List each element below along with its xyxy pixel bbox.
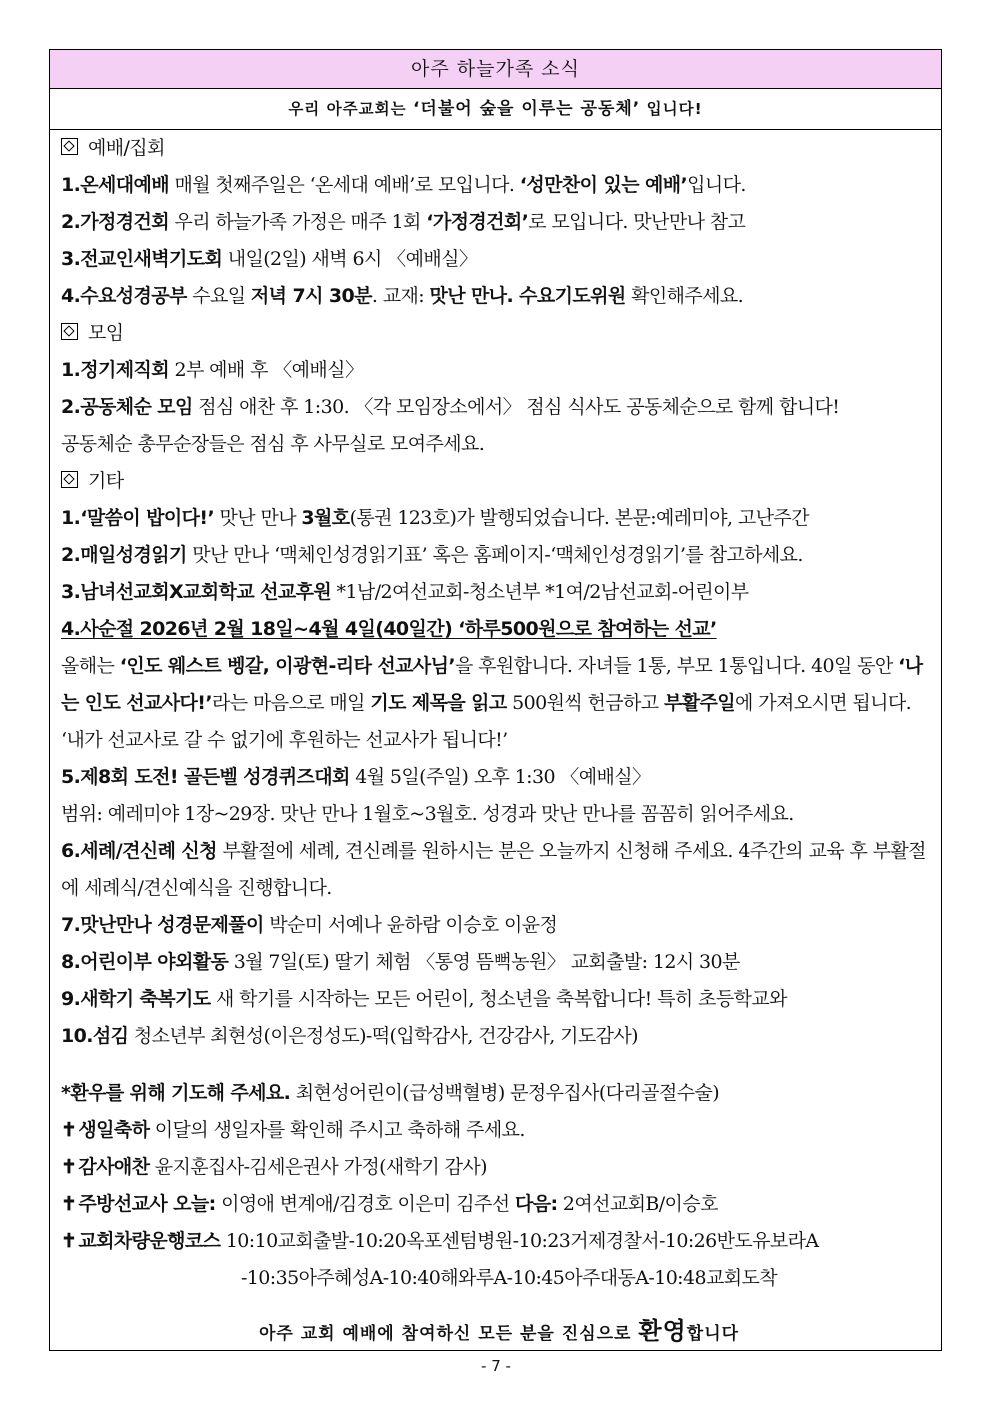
meeting-item-2: 2.공동체순 모임 점심 애찬 후 1:30. 〈각 모임장소에서〉 점심 식사도 공동체순으로 함께 합니다! — [61, 396, 840, 418]
page-title: 아주 하늘가족 소식 — [50, 50, 941, 89]
notice-bus: ✝ 교회차량운행코스 10:10교회출발-10:20옥포센텀병원-10:23거제경찰서-10:26반도유보라A — [61, 1230, 819, 1252]
worship-item-2: 2.가정경건회 우리 하늘가족 가정은 매주 1회 ‘가정경건회’로 모입니다. 맛난만나 참고 — [61, 211, 746, 233]
etc-item-9: 9.새학기 축복기도 새 학기를 시작하는 모든 어린이, 청소년을 축복합니다! 특히 초등학교와 — [61, 988, 787, 1010]
bulletin-body — [50, 130, 941, 1346]
etc-item-8: 8.어린이부 야외활동 3월 7일(토) 딸기 체험 〈통영 뜸뻑농원〉 교회출발: 12시 30분 — [61, 951, 740, 973]
cross-icon: ✝ — [61, 1193, 77, 1215]
motto-quote: ‘더불어 숲을 이루는 공동체’ — [412, 99, 641, 119]
diamond-box-icon — [61, 471, 78, 488]
worship-item-3: 3.전교인새벽기도회 내일(2일) 새벽 6시 〈예배실〉 — [61, 248, 478, 270]
meeting-item-1: 1.정기제직회 2부 예배 후 〈예배실〉 — [61, 359, 364, 381]
notice-thanks: ✝ 감사애찬 윤지훈집사-김세은권사 가정(새학기 감사) — [61, 1156, 487, 1178]
etc-item-3: 3.남녀선교회X교회학교 선교후원 *1남/2여선교회-청소년부 *1여/2남선교회-어린이부 — [61, 581, 749, 603]
page-number: - 7 - — [481, 1357, 511, 1375]
notice-kitchen: ✝ 주방선교사 오늘: 이영애 변계애/김경호 이은미 김주선 다음: 2여선교회B/이승호 — [61, 1193, 718, 1215]
spacer — [61, 1055, 937, 1075]
etc-item-5-continued: 범위: 예레미야 1장~29장. 맛난 만나 1월호~3월호. 성경과 맛난 만나를 꼼꼼히 읽어주세요. — [61, 803, 794, 825]
notice-prayer: *환우를 위해 기도해 주세요. 최현성어린이(급성백혈병) 문정우집사(다리골절수술) — [61, 1082, 720, 1104]
church-motto: 우리 아주교회는 ‘더불어 숲을 이루는 공동체’ 입니다! — [50, 89, 941, 130]
etc-item-4-heading: 4.사순절 2026년 2월 18일~4월 4일(40일간) ‘하루500원으로 참여하는 선교’ — [61, 618, 717, 640]
welcome-word: 환영 — [638, 1317, 687, 1345]
notice-bus-continued: -10:35아주혜성A-10:40해와루A-10:45아주대동A-10:48교회도착 — [241, 1267, 777, 1289]
meeting-item-2-continued: 공동체순 총무순장들은 점심 후 사무실로 모여주세요. — [61, 433, 485, 455]
diamond-box-icon — [61, 138, 78, 155]
diamond-box-icon — [61, 323, 78, 340]
section-heading-worship: 예배/집회 — [61, 130, 937, 167]
cross-icon: ✝ — [61, 1230, 77, 1252]
section-heading-etc: 기타 — [61, 463, 937, 500]
etc-item-4-body: 올해는 ‘인도 웨스트 벵갈, 이광현-리타 선교사님’을 후원합니다. 자녀들 1통, 부모 1통입니다. 40일 동안 ‘나는 인도 선교사다!’라는 마음으로 매일 기도 제목을 읽고 500원씩 헌금하고 부활주일에 가져오시면 됩니다. ‘내가 선교사로 갈 수 없기에 후원하는 선교사가 됩니다!’ — [61, 655, 923, 751]
cross-icon: ✝ — [61, 1156, 77, 1178]
worship-item-4: 4.수요성경공부 수요일 저녁 7시 30분. 교재: 맛난 만나. 수요기도위원 확인해주세요. — [61, 285, 744, 307]
etc-item-5: 5.제8회 도전! 골든벨 성경퀴즈대회 4월 5일(주일) 오후 1:30 〈예배실〉 — [61, 766, 651, 788]
notice-birthday: ✝ 생일축하 이달의 생일자를 확인해 주시고 축하해 주세요. — [61, 1119, 525, 1141]
etc-item-1: 1.‘말씀이 밥이다!’ 맛난 만나 3월호(통권 123호)가 발행되었습니다. 본문:예레미야, 고난주간 — [61, 507, 809, 529]
cross-icon: ✝ — [61, 1119, 77, 1141]
etc-item-10: 10.섬김 청소년부 최현성(이은정성도)-떡(입학감사, 건강감사, 기도감사) — [61, 1025, 638, 1047]
etc-item-2: 2.매일성경읽기 맛난 만나 ‘맥체인성경읽기표’ 혹은 홈페이지-‘맥체인성경읽기’를 참고하세요. — [61, 544, 803, 566]
worship-item-1: 1.온세대예배 매월 첫째주일은 ‘온세대 예배’로 모입니다. ‘성만찬이 있는 예배’입니다. — [61, 174, 746, 196]
section-heading-meeting: 모임 — [61, 315, 937, 352]
welcome-footer: 아주 교회 예배에 참여하신 모든 분을 진심으로 환영합니다 — [258, 1317, 740, 1345]
bulletin-frame — [49, 49, 942, 1351]
etc-item-7: 7.맛난만나 성경문제풀이 박순미 서예나 윤하람 이승호 이윤정 — [61, 914, 558, 936]
etc-item-6: 6.세례/견신례 신청 부활절에 세례, 견신례를 원하시는 분은 오늘까지 신청해 주세요. 4주간의 교육 후 부활절에 세례식/견신예식을 진행합니다. — [61, 840, 926, 899]
